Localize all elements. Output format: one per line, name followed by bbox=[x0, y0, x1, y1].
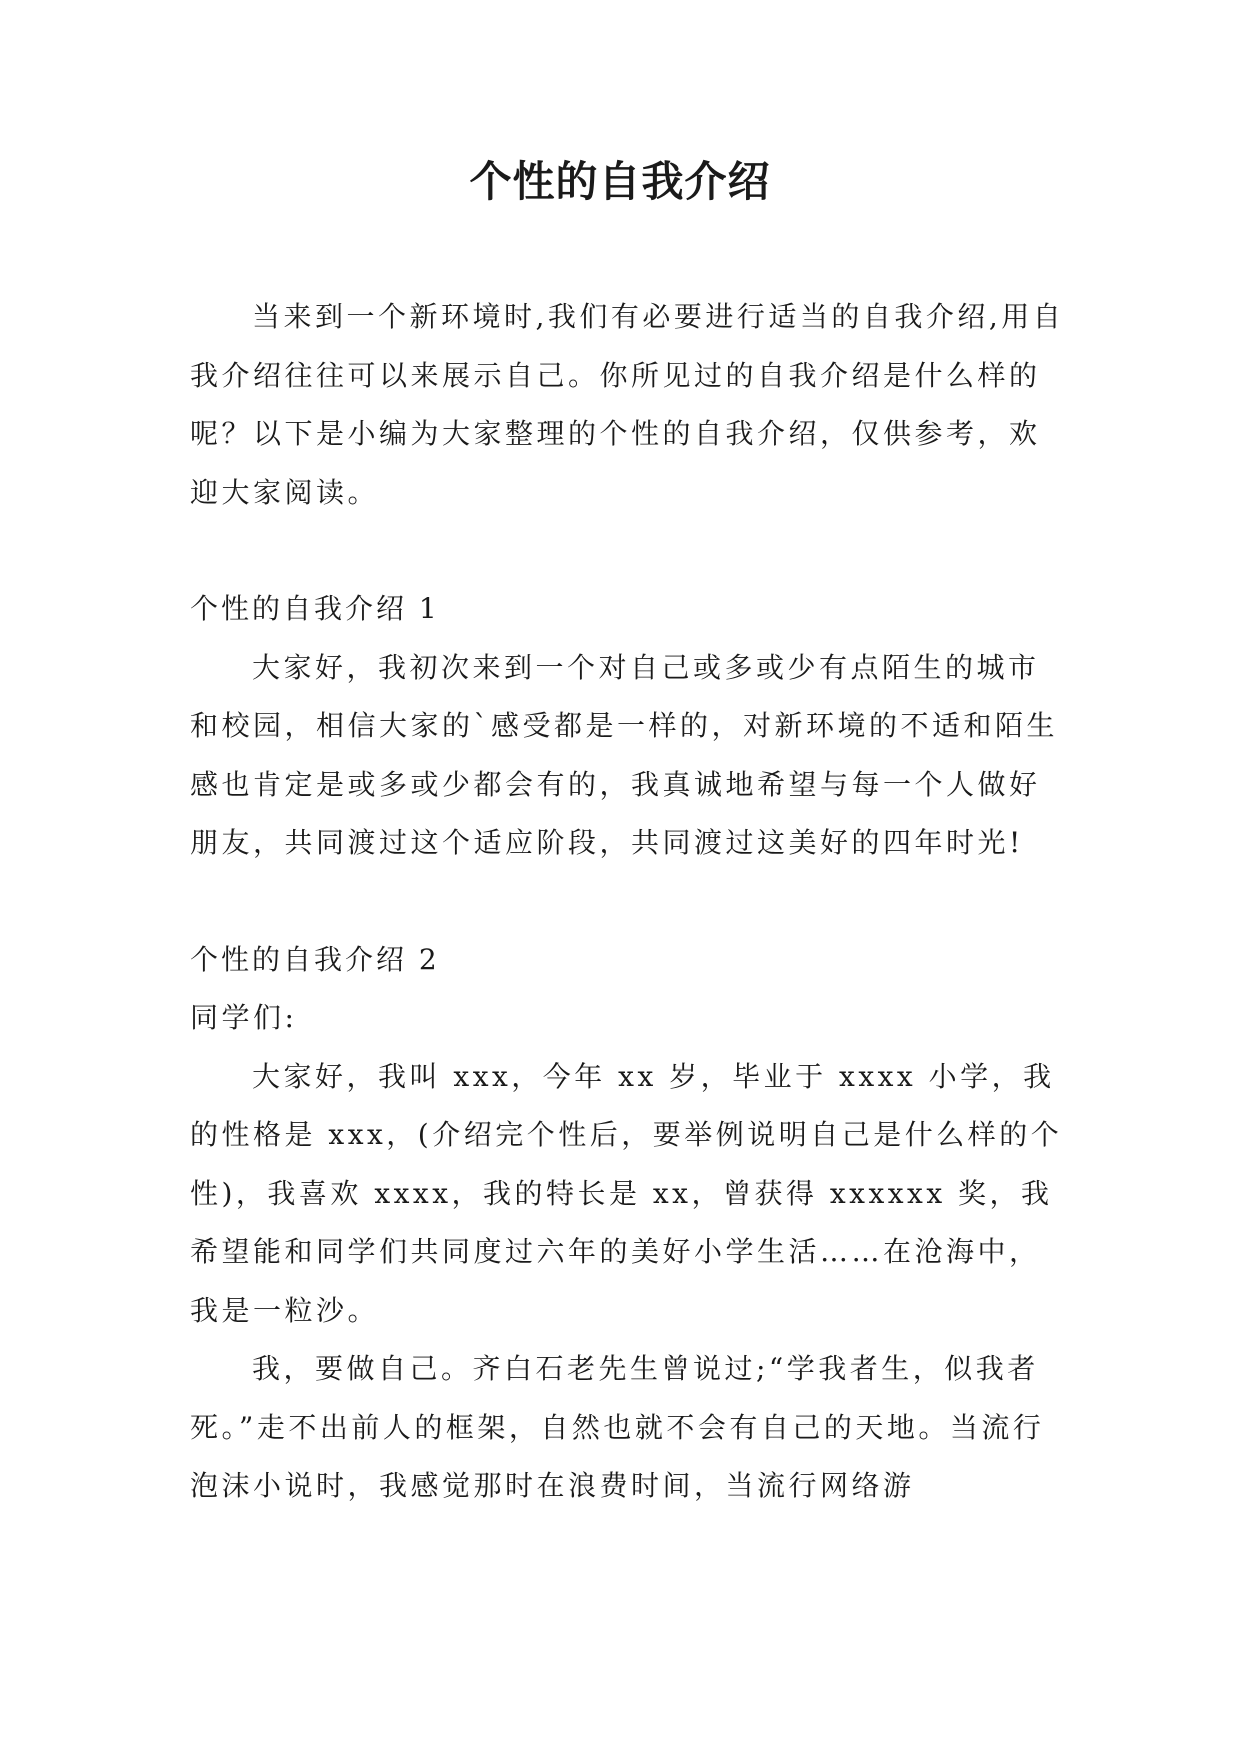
section-2-heading: 个性的自我介绍 2 bbox=[190, 942, 440, 976]
section-2-paragraph-2: 我，要做自己。齐白石老先生曾说过;“学我者生，似我者死。”走不出前人的框架，自然也就不会有自己的天地。当流行泡沫小说时，我感觉那时在浪费时间，当流行网络游 bbox=[190, 1352, 1045, 1502]
section-2-paragraph-1: 大家好，我叫 xxx，今年 xx 岁，毕业于 xxxx 小学，我的性格是 xxx，(介绍完个性后，要举例说明自己是什么样的个性)，我喜欢 xxxx，我的特长是 xx，曾获得 xxxxxx 奖，我希望能和同学们共同度过六年的美好小学生活……在沧海中，我是一粒沙。 bbox=[190, 1059, 1063, 1327]
section-2-salutation: 同学们: bbox=[190, 1001, 298, 1034]
intro-paragraph: 当来到一个新环境时,我们有必要进行适当的自我介绍,用自我介绍往往可以来展示自己。你所见过的自我介绍是什么样的呢？以下是小编为大家整理的个性的自我介绍，仅供参考，欢迎大家阅读。 bbox=[190, 300, 1065, 509]
section-1-paragraph: 大家好，我初次来到一个对自己或多或少有点陌生的城市和校园，相信大家的`感受都是一样的，对新环境的不适和陌生感也肯定是或多或少都会有的，我真诚地希望与每一个人做好朋友，共同渡过这个适应阶段，共同渡过这美好的四年时光! bbox=[190, 650, 1059, 859]
spacer bbox=[190, 873, 1065, 931]
document-body bbox=[190, 288, 1065, 1516]
document-title: 个性的自我介绍 bbox=[469, 157, 771, 206]
spacer bbox=[190, 522, 1065, 580]
section-1-heading: 个性的自我介绍 1 bbox=[190, 592, 440, 625]
